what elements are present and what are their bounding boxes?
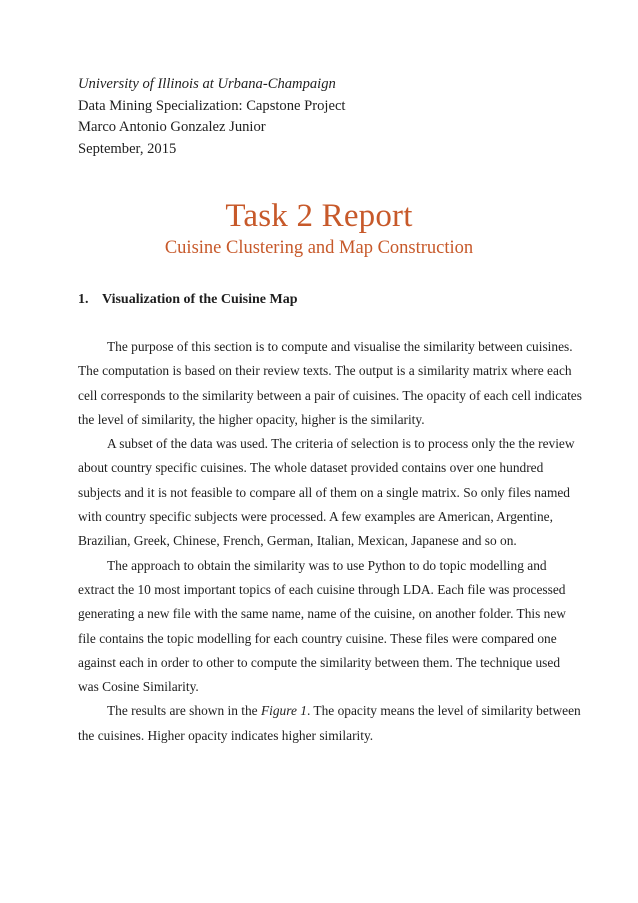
figure-reference: Figure 1 bbox=[260, 703, 307, 719]
university-name: University of Illinois at Urbana-Champaign bbox=[78, 76, 336, 92]
paragraph-line: Brazilian, Greek, Chinese, French, German, Italian, Mexican, Japanese and so on. bbox=[78, 533, 517, 549]
paragraph-line: The computation is based on their review texts. The output is a similarity matrix where each bbox=[78, 363, 572, 379]
report-title: Task 2 Report bbox=[225, 198, 413, 234]
title-block bbox=[0, 196, 638, 260]
paragraph-line: against each in order to other to compute the similarity between them. The technique used bbox=[78, 654, 561, 670]
paragraph-line: generating a new file with the same name, name of the cuisine, on another folder. This new bbox=[78, 606, 566, 622]
section-body bbox=[78, 335, 582, 748]
paragraph-line: was Cosine Similarity. bbox=[78, 679, 199, 695]
paragraph-line: with country specific subjects were processed. A few examples are American, Argentine, bbox=[78, 509, 553, 525]
paragraph-line: The approach to obtain the similarity was to use Python to do topic modelling and bbox=[107, 557, 547, 573]
program-name: Data Mining Specialization: Capstone Project bbox=[78, 97, 346, 114]
paragraph-line: extract the 10 most important topics of each cuisine through LDA. Each file was processed bbox=[78, 581, 566, 597]
paragraph-line: about country specific cuisines. The whole dataset provided contains over one hundred bbox=[78, 460, 544, 476]
paragraph-line: A subset of the data was used. The criteria of selection is to process only the the review bbox=[107, 436, 575, 452]
paragraph-line: The purpose of this section is to compute and visualise the similarity between cuisines. bbox=[107, 339, 573, 354]
report-subtitle: Cuisine Clustering and Map Construction bbox=[164, 238, 474, 258]
paragraph-line: the level of similarity, the higher opacity, higher is the similarity. bbox=[78, 411, 425, 427]
text-before-ref: The results are shown in the bbox=[107, 703, 261, 719]
paragraph-line: file contains the topic modelling for each country cuisine. These files were compared one bbox=[78, 630, 557, 646]
section-number: 1. bbox=[78, 292, 89, 307]
paragraph-line: subjects and it is not feasible to compare all of them on a single matrix. So only files named bbox=[78, 484, 570, 500]
section-heading bbox=[78, 290, 298, 310]
paragraph-line: the cuisines. Higher opacity indicates higher similarity. bbox=[78, 727, 374, 743]
document-header bbox=[78, 74, 558, 160]
author-name: Marco Antonio Gonzalez Junior bbox=[78, 119, 266, 135]
paragraph-line: cell corresponds to the similarity between a pair of cuisines. The opacity of each cell indicates bbox=[78, 387, 582, 403]
text-after-ref: . The opacity means the level of similarity between bbox=[306, 703, 581, 719]
document-date: September, 2015 bbox=[78, 140, 177, 157]
paragraph-line-figure-ref bbox=[78, 699, 581, 723]
section-title: Visualization of the Cuisine Map bbox=[102, 292, 298, 307]
